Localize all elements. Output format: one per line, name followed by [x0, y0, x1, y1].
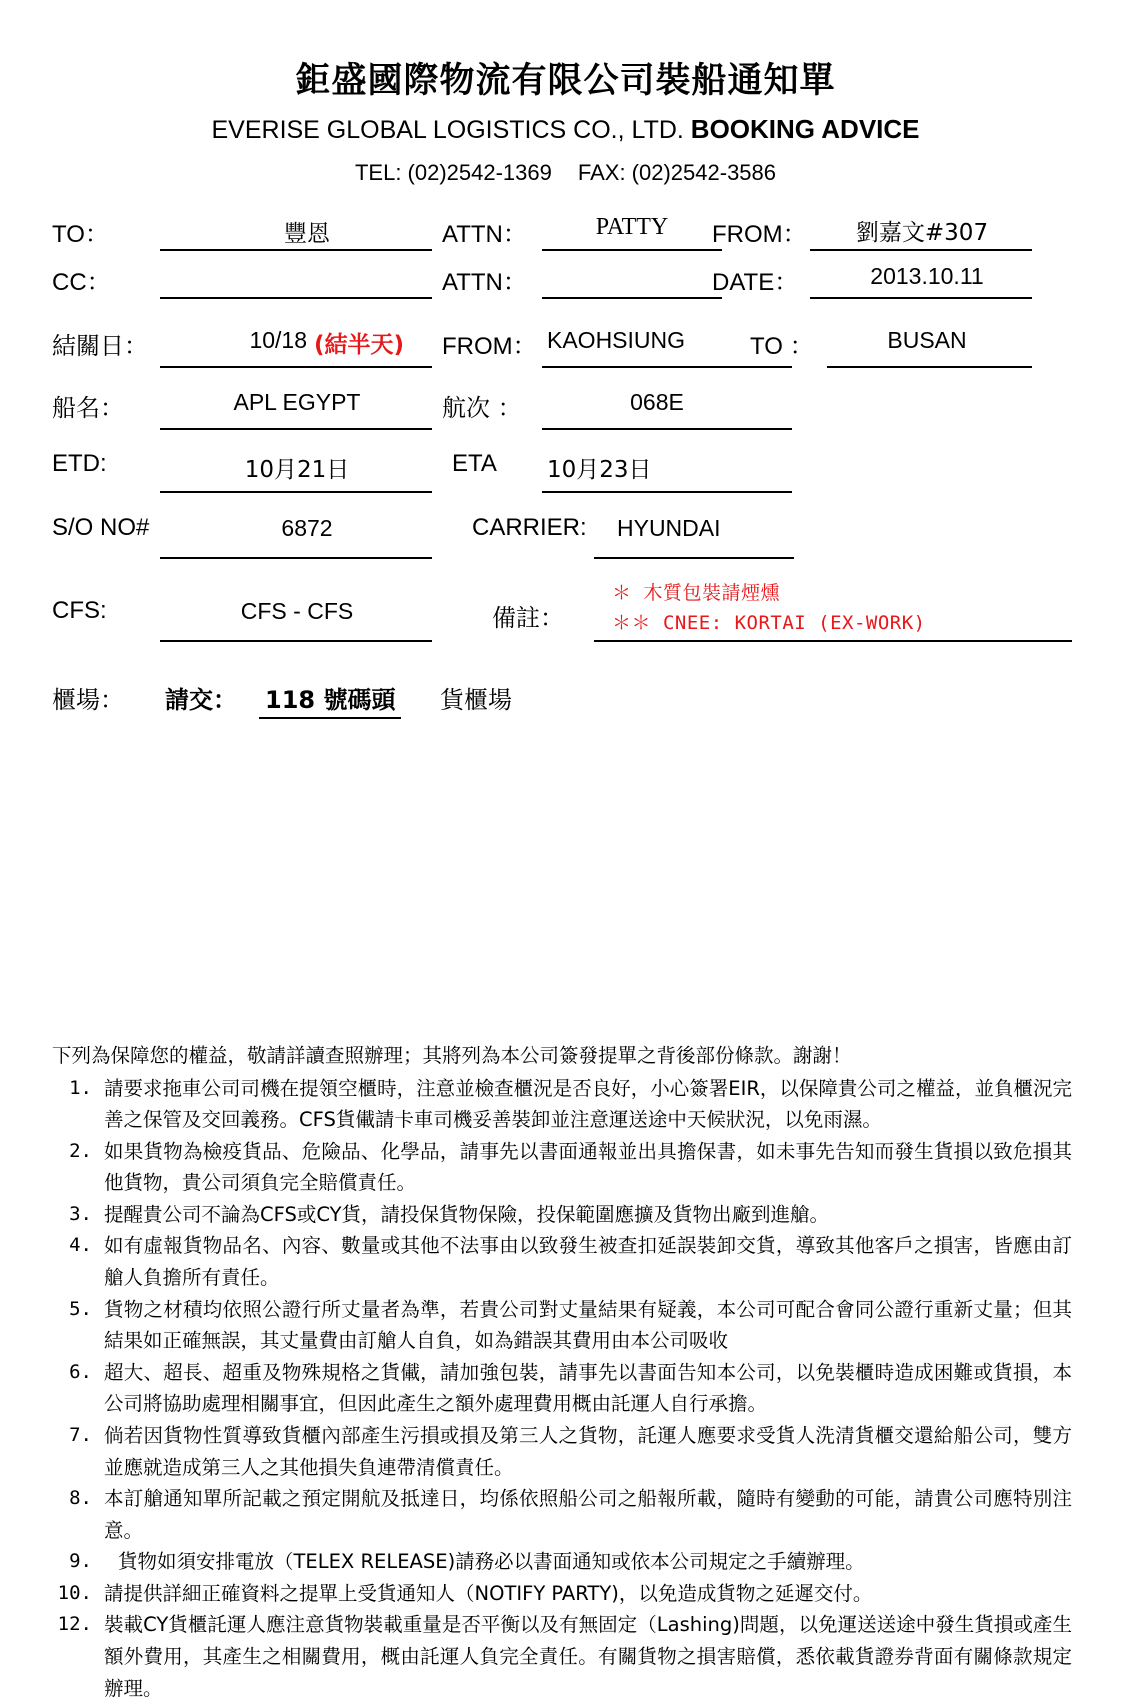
date-underline	[810, 297, 1032, 299]
terms-item	[52, 1546, 1072, 1578]
company-name-en: EVERISE GLOBAL LOGISTICS CO., LTD.	[211, 115, 684, 144]
so-number-label: S/O NO#	[52, 514, 150, 541]
form-row-vessel	[52, 376, 1079, 438]
terms-item-number: 2.	[69, 1139, 92, 1162]
pol-label: FROM：	[442, 333, 537, 360]
vessel-label: 船名：	[52, 394, 124, 422]
terms-item-text: 貨物如須安排電放（TELEX RELEASE)請務必以書面通知或依本公司規定之手續辦理。	[118, 1550, 865, 1574]
pol-underline	[542, 366, 792, 368]
terms-item-text: 請提供詳細正確資料之提單上受貨通知人（NOTIFY PARTY)，以免造成貨物之延遲交付。	[104, 1581, 873, 1605]
remark-line-1: ＊ 木質包裝請煙燻	[612, 582, 780, 604]
remark-line-2: ＊＊ CNEE: KORTAI (EX-WORK)	[612, 612, 926, 634]
attn1-underline	[542, 249, 722, 251]
voyage-label: 航次 ：	[442, 394, 522, 422]
terms-item-number: 1.	[69, 1076, 92, 1099]
terms-item-text: 提醒貴公司不論為CFS或CY貨，請投保貨物保險，投保範圍應擴及貨物出廠到進艙。	[104, 1202, 830, 1226]
terms-item-number: 5.	[69, 1297, 92, 1320]
terms-item	[52, 1230, 1072, 1293]
pod-value: BUSAN	[887, 327, 967, 353]
to-underline	[160, 249, 432, 251]
voyage-value: 068E	[630, 389, 684, 415]
terms-item-number: 9.	[69, 1550, 92, 1573]
form-row-etd	[52, 438, 1079, 502]
booking-form	[52, 204, 1079, 722]
etd-value: 10月21日	[244, 457, 350, 483]
terms-item-number: 6.	[69, 1360, 92, 1383]
cfs-value: CFS - CFS	[240, 598, 354, 624]
form-row-cc	[52, 254, 1079, 304]
form-row-cfs	[52, 572, 1079, 662]
terms-intro: 下列為保障您的權益，敬請詳讀查照辦理；其將列為本公司簽發提單之背後部份條款。謝謝！	[52, 1044, 852, 1067]
pol-value: KAOHSIUNG	[547, 327, 686, 353]
terms-item-text: 超大、超長、超重及物殊規格之貨儎，請加強包裝，請事先以書面告知本公司，以免裝櫃時造成困難或貨損，本公司將協助處理相關事宜，但因此產生之額外處理費用概由託運人自行承擔。	[104, 1360, 1072, 1416]
vessel-underline	[160, 428, 432, 430]
terms-item-text: 本訂艙通知單所記載之預定開航及抵達日，均係依照船公司之船報所載，隨時有變動的可能，請貴公司應特別注意。	[104, 1487, 1072, 1542]
etd-underline	[160, 491, 432, 493]
terms-item	[52, 1073, 1072, 1136]
eta-value: 10月23日	[547, 457, 652, 483]
terms-item-text: 請要求拖車公司司機在提領空櫃時，注意並檢查櫃況是否良好，小心簽署EIR，以保障貴公司之權益，並負櫃況完善之保管及交回義務。CFS貨儎請卡車司機妥善裝卸並注意運送途中天候狀況，以免雨濕。	[104, 1076, 1072, 1132]
date-value: 2013.10.11	[870, 263, 984, 289]
document-header	[0, 0, 1131, 186]
to-label: TO：	[52, 221, 109, 248]
terms-item	[52, 1483, 1072, 1546]
closing-date-note: (結半天)	[314, 332, 405, 358]
terms-item-number: 4.	[69, 1234, 92, 1257]
voyage-underline	[542, 428, 792, 430]
terms-item	[52, 1420, 1072, 1483]
terms-section	[52, 1040, 1072, 1704]
terms-item-text: 倘若因貨物性質導致貨櫃內部產生污損或損及第三人之貨物，託運人應要求受貨人洗清貨櫃交還給船公司，雙方並應就造成第三人之其他損失負連帶清償責任。	[104, 1423, 1072, 1479]
attn1-value: PATTY	[595, 214, 669, 240]
carrier-underline	[594, 557, 794, 559]
from-sender-value: 劉嘉文#307	[855, 220, 989, 246]
contact-line	[0, 144, 1131, 186]
terms-item	[52, 1294, 1072, 1357]
terms-item-number: 10.	[57, 1581, 92, 1604]
etd-label: ETD:	[52, 450, 107, 477]
telephone-number: TEL: (02)2542-1369	[354, 160, 552, 185]
yard-label: 櫃場：	[52, 686, 124, 714]
terms-item-text: 如果貨物為檢疫貨品、危險品、化學品，請事先以書面通報並出具擔保書，如未事先告知而發生貨損以致危損其他貨物，貴公司須負完全賠償責任。	[104, 1139, 1072, 1195]
closing-date-underline	[160, 366, 432, 368]
yard-prefix-label: 請交：	[165, 686, 237, 714]
date-label: DATE：	[712, 269, 799, 296]
remark-label: 備註：	[492, 604, 564, 632]
from-sender-label: FROM：	[712, 221, 807, 248]
company-title-chinese: 鉅盛國際物流有限公司裝船通知單	[295, 61, 836, 101]
terms-item-text: 貨物之材積均依照公證行所丈量者為準，若貴公司對丈量結果有疑義，本公司可配合會同公證行重新丈量；但其結果如正確無誤，其丈量費由訂艙人自負，如為錯誤其費用由本公司吸收	[104, 1297, 1072, 1353]
closing-date-value: 10/18	[249, 327, 307, 353]
fax-number: FAX: (02)2542-3586	[577, 160, 777, 185]
terms-item-text: 裝載CY貨櫃託運人應注意貨物裝載重量是否平衡以及有無固定（Lashing)問題，以免運送送途中發生貨損或產生額外費用，其產生之相關費用，概由託運人負完全責任。有關貨物之損害賠償，悉依載貨證券背面有關條款規定辦理。	[104, 1613, 1072, 1700]
pod-underline	[827, 366, 1032, 368]
terms-item-number: 12.	[57, 1613, 92, 1636]
from-sender-underline	[810, 249, 1032, 251]
form-row-closing	[52, 304, 1079, 376]
eta-underline	[542, 491, 792, 493]
terms-item	[52, 1199, 1072, 1231]
attn2-label: ATTN：	[442, 269, 527, 296]
document-type-label: BOOKING ADVICE	[690, 113, 920, 144]
cc-underline	[160, 297, 432, 299]
cfs-label: CFS:	[52, 597, 107, 624]
yard-suffix-label: 貨櫃場	[440, 686, 512, 714]
cc-label: CC：	[52, 269, 111, 296]
terms-item-number: 3.	[69, 1202, 92, 1225]
terms-item	[52, 1357, 1072, 1420]
attn1-label: ATTN：	[442, 221, 527, 248]
form-row-yard	[52, 662, 1079, 722]
closing-date-label: 結關日：	[52, 332, 148, 360]
company-title-english	[0, 101, 1131, 145]
form-row-to	[52, 204, 1079, 254]
terms-item-number: 8.	[69, 1487, 92, 1510]
carrier-value: HYUNDAI	[617, 515, 721, 541]
pod-label: TO ：	[750, 333, 814, 360]
remark-underline	[594, 640, 1072, 642]
terms-item	[52, 1136, 1072, 1199]
terms-item	[52, 1578, 1072, 1610]
form-row-so	[52, 502, 1079, 572]
attn2-underline	[542, 297, 722, 299]
so-number-underline	[160, 557, 432, 559]
terms-item-text: 如有虛報貨物品名、內容、數量或其他不法事由以致發生被查扣延誤裝卸交貨，導致其他客戶之損害，皆應由訂艙人負擔所有責任。	[104, 1234, 1072, 1290]
eta-label: ETA	[452, 450, 497, 477]
terms-item	[52, 1609, 1072, 1704]
yard-value: 118 號碼頭	[259, 680, 401, 719]
terms-item-number: 7.	[69, 1423, 92, 1446]
to-value: 豐恩	[284, 221, 330, 247]
so-number-value: 6872	[281, 515, 333, 541]
vessel-value: APL EGYPT	[233, 389, 361, 415]
cfs-underline	[160, 640, 432, 642]
carrier-label: CARRIER:	[472, 514, 587, 541]
